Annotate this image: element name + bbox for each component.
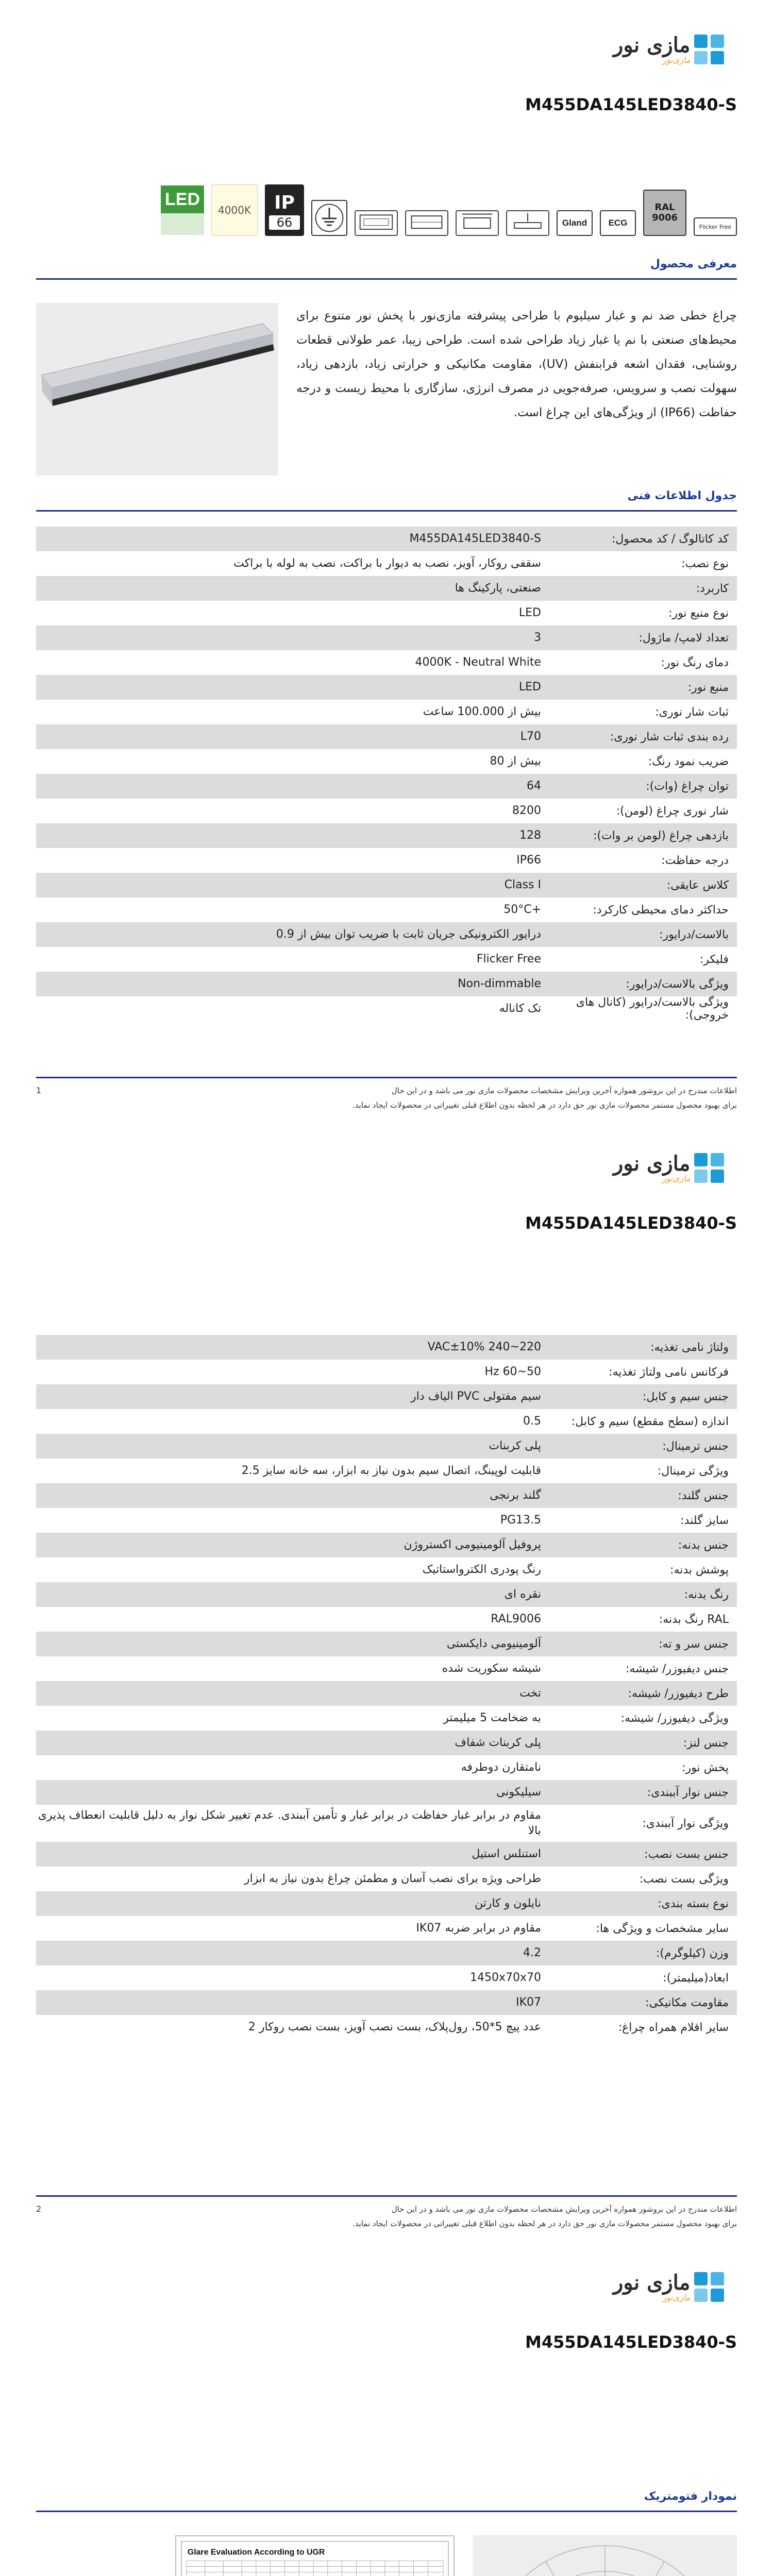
spec-row [36, 1965, 737, 1990]
ground-earth-icon [311, 200, 347, 236]
spec-value: Flicker Free [476, 953, 541, 965]
spec-row [36, 1990, 737, 2015]
spec-row [36, 947, 737, 972]
spec-value: تخت [519, 1687, 541, 1700]
spec-value: 8200 [512, 804, 541, 817]
spec-value: عدد پیچ 5*50، رول‌پلاک، بست نصب آویز، بست نصب روکار 2 [248, 2021, 541, 2033]
page-footer [36, 1077, 737, 1112]
footer-disclaimer-1: اطلاعات مندرج در این بروشور همواره آخرین ویرایش مشخصات محصولات مازی نور می باشد و در این حال [391, 1086, 737, 1095]
spec-value: Non-dimmable [458, 977, 541, 990]
spec-row [36, 1360, 737, 1384]
spec-label: پخش نور: [682, 1761, 729, 1774]
spec-label: وزن (کیلوگرم): [656, 1946, 729, 1960]
page-number: 2 [36, 2204, 42, 2214]
spec-value: +50°C [503, 903, 541, 916]
mounting-pendant-icon [506, 210, 549, 236]
spec-value: 220~240 VAC±10% [427, 1341, 541, 1353]
spec-row [36, 1409, 737, 1434]
spec-value: طراحی ویژه برای نصب آسان و مطمئن چراغ بدون نیاز به ابزار [244, 1872, 541, 1885]
brand-logo [613, 2267, 737, 2308]
spec-value: 4.2 [523, 1946, 541, 1959]
spec-row [36, 823, 737, 848]
spec-label: بالاست/درایور: [659, 928, 729, 941]
spec-label: RAL رنگ بدنه: [659, 1613, 729, 1626]
spec-label: پوشش بدنه: [670, 1563, 729, 1577]
spec-row [36, 873, 737, 897]
spec-value: IK07 [516, 1996, 541, 2009]
spec-label: ضریب نمود رنگ: [648, 755, 729, 768]
feature-badges [161, 184, 737, 236]
spec-row [36, 1805, 737, 1842]
spec-label: فلیکر: [699, 953, 729, 966]
spec-row [36, 1681, 737, 1706]
spec-label: فرکانس نامی ولتاژ تغذیه: [609, 1365, 729, 1379]
spec-row [36, 527, 737, 551]
spec-row [36, 996, 737, 1021]
spec-value: IP66 [516, 854, 541, 867]
spec-label: کد کاتالوگ / کد محصول: [611, 532, 729, 546]
spec-value: درایور الکترونیکی جریان ثابت با ضریب توان بیش از 0.9 [276, 928, 541, 941]
page-2 [0, 1118, 773, 2238]
spec-value: LED [518, 681, 541, 693]
spec-value: قابلیت لوپینگ، اتصال سیم بدون نیاز به ابزار، سه خانه سایز 2.5 [241, 1464, 541, 1477]
spec-label: جنس گلند: [678, 1489, 729, 1502]
spec-row [36, 675, 737, 700]
spec-row [36, 799, 737, 823]
spec-value: PG13.5 [500, 1514, 541, 1527]
spec-row [36, 2015, 737, 2040]
page-1 [0, 0, 773, 1118]
spec-label: ویژگی بالاست/درایور: [626, 977, 729, 991]
spec-value: شیشه سکوریت شده [442, 1662, 541, 1675]
spec-value: 50~60 Hz [484, 1365, 541, 1378]
spec-row [36, 1780, 737, 1805]
brand-name: مازی نور [613, 2270, 691, 2295]
brand-tagline: مازی‌نور [662, 56, 691, 65]
spec-value: Class I [504, 878, 541, 891]
spec-row [36, 774, 737, 799]
spec-value: گلند برنجی [490, 1489, 541, 1502]
spec-value: سیلیکونی [496, 1786, 541, 1799]
product-code: M455DA145LED3840-S [525, 2332, 737, 2352]
spec-table-divider [36, 510, 737, 512]
spec-value: پلی کربنات شفاف [455, 1736, 541, 1749]
spec-row [36, 1731, 737, 1755]
spec-row [36, 1891, 737, 1916]
spec-label: سایر اقلام همراه چراغ: [618, 2021, 729, 2034]
spec-table-heading: جدول اطلاعات فنی [627, 489, 737, 502]
spec-value: تک کاناله [499, 1002, 541, 1015]
spec-value: پلی کربنات [489, 1439, 541, 1452]
spec-value: بیش از 100.000 ساعت [423, 705, 541, 718]
spec-row [36, 1706, 737, 1731]
ip-rating-badge: IP 66 [265, 184, 304, 236]
spec-label: ولتاژ نامی تغذیه: [650, 1341, 729, 1354]
page-3 [0, 2238, 773, 2576]
spec-row [36, 1508, 737, 1533]
spec-label: ثبات شار نوری: [655, 705, 729, 719]
ugr-glare-table [175, 2535, 455, 2576]
mounting-surface-icon [355, 210, 398, 236]
product-code: M455DA145LED3840-S [525, 95, 737, 114]
gland-badge: Gland [557, 210, 593, 236]
ecg-badge: ECG [600, 210, 636, 236]
spec-label: دمای رنگ نور: [661, 656, 729, 669]
mounting-ceiling-icon [405, 210, 448, 236]
spec-label: ویژگی ترمینال: [657, 1464, 729, 1478]
spec-value: بیش از 80 [490, 755, 541, 768]
spec-label: رده بندی ثبات شار نوری: [610, 730, 729, 743]
spec-label: کاربرد: [696, 582, 729, 595]
spec-label: نوع نصب: [681, 557, 729, 570]
spec-value: نقره ای [504, 1588, 541, 1601]
spec-label: جنس دیفیوزر/ شیشه: [626, 1662, 729, 1675]
logo-mark-icon [694, 1153, 725, 1184]
spec-row [36, 1656, 737, 1681]
spec-label: ویژگی بست نصب: [639, 1872, 729, 1886]
spec-row [36, 1434, 737, 1459]
spec-value: مقاوم در برابر غبار حفاظت در برابر غبار و تأمین آببندی. عدم تغییر شکل نوار به دلیل قابلیت انعطاف پذیری بالا [38, 1809, 541, 1837]
spec-label: نوع بسته بندی: [658, 1897, 729, 1910]
spec-row [36, 551, 737, 576]
spec-table-2 [36, 1335, 737, 2040]
spec-row [36, 1867, 737, 1891]
spec-table-1 [36, 527, 737, 1021]
spec-label: جنس ترمینال: [662, 1439, 729, 1453]
spec-row [36, 922, 737, 947]
spec-value: نامتقارن دوطرفه [461, 1761, 541, 1774]
spec-value: RAL9006 [491, 1613, 541, 1625]
spec-label: اندازه (سطح مقطع) سیم و کابل: [571, 1415, 729, 1428]
spec-label: طرح دیفیوزر/ شیشه: [628, 1687, 729, 1700]
brand-name: مازی نور [613, 1151, 691, 1176]
spec-value: سیم مفتولی PVC الیاف دار [411, 1390, 541, 1403]
spec-label: حداکثر دمای محیطی کارکرد: [593, 903, 729, 917]
footer-disclaimer-1: اطلاعات مندرج در این بروشور همواره آخرین ویرایش مشخصات محصولات مازی نور می باشد و در این حال [391, 2205, 737, 2214]
spec-value: نایلون و کارتن [474, 1897, 541, 1910]
spec-value: سقفی روکار، آویز، نصب به دیوار با براکت، نصب به لوله با براکت [233, 557, 541, 570]
spec-row [36, 1842, 737, 1867]
spec-value: پروفیل آلومینیومی اکستروژن [404, 1538, 541, 1551]
polar-light-distribution [473, 2535, 737, 2576]
spec-label: درجه حفاظت: [661, 854, 729, 867]
spec-row [36, 1335, 737, 1360]
spec-row [36, 1582, 737, 1607]
spec-label: منبع نور: [687, 681, 729, 694]
spec-row [36, 1533, 737, 1557]
spec-value: آلومینیومی دایکستی [446, 1637, 541, 1650]
spec-label: رنگ بدنه: [684, 1588, 729, 1601]
spec-value: 128 [519, 829, 541, 842]
brand-logo [613, 1148, 737, 1189]
spec-row [36, 1755, 737, 1780]
ugr-title: Glare Evaluation According to UGR [187, 2548, 325, 2557]
spec-label: ویژگی نوار آببندی: [642, 1817, 729, 1830]
brand-name: مازی نور [613, 33, 691, 57]
spec-row [36, 897, 737, 922]
spec-row [36, 1916, 737, 1941]
mounting-wall-icon [456, 210, 499, 236]
brand-logo [613, 30, 737, 70]
spec-row [36, 1384, 737, 1409]
spec-label: جنس سر و ته: [659, 1637, 729, 1651]
spec-value: به ضخامت 5 میلیمتر [443, 1711, 541, 1724]
spec-row [36, 1632, 737, 1656]
spec-label: سایر مشخصات و ویژگی ها: [596, 1922, 729, 1935]
spec-value: 64 [527, 779, 541, 792]
color-temperature-badge: 4000K [211, 184, 258, 236]
flicker-free-badge: Flicker Free [694, 217, 737, 236]
spec-label: جنس نوار آببندی: [647, 1786, 729, 1799]
product-photo [36, 303, 278, 476]
spec-row [36, 1483, 737, 1508]
spec-value: مقاوم در برابر ضربه IK07 [416, 1922, 541, 1935]
intro-paragraph: چراغ خطی ضد نم و غبار سیلیوم با طراحی پیشرفته مازی‌نور با پخش نور متنوع برای محیط‌های صنعتی با نم یا غبار زیاد طراحی شده است. طراحی زیبا، عمر طولانی قطعات روشنایی، فقدان اشعه فرابنفش (UV)، مقاومت مکانیکی و حرارتی زیاد، بازدهی زیاد، سهولت نصب و سرویس، صرفه‌جویی در مصرف انرژی، سازگاری با محیط زیست و درجه حفاظت (IP66) از ویژگی‌های این چراغ است. [296, 309, 737, 419]
spec-row [36, 972, 737, 996]
spec-value: LED [518, 606, 541, 619]
photometric-divider [36, 2511, 737, 2512]
intro-heading: معرفی محصول [650, 258, 737, 270]
spec-value: استنلس استیل [472, 1848, 541, 1860]
brand-tagline: مازی‌نور [662, 1175, 691, 1183]
spec-label: سایز گلند: [680, 1514, 729, 1527]
product-code: M455DA145LED3840-S [525, 1213, 737, 1233]
spec-label: ابعاد(میلیمتر): [663, 1971, 729, 1985]
spec-label: جنس بدنه: [678, 1538, 729, 1552]
spec-label: نوع منبع نور: [668, 606, 729, 620]
ral-badge: RAL 9006 [643, 190, 686, 236]
spec-row [36, 700, 737, 724]
footer-disclaimer-2: برای بهبود محصول مستمر محصولات مازی نور حق دارد در هر لحظه بدون اطلاع قبلی تغییراتی در محصولات ایجاد نماید. [352, 2219, 737, 2228]
spec-row [36, 1459, 737, 1483]
footer-disclaimer-2: برای بهبود محصول مستمر محصولات مازی نور حق دارد در هر لحظه بدون اطلاع قبلی تغییراتی در محصولات ایجاد نماید. [352, 1100, 737, 1110]
spec-value: صنعتی، پارکینگ ها [455, 582, 541, 595]
logo-mark-icon [694, 35, 725, 65]
brand-tagline: مازی‌نور [662, 2294, 691, 2302]
spec-value: 0.5 [523, 1415, 541, 1428]
spec-label: جنس لنز: [683, 1736, 729, 1750]
spec-label: ویژگی دیفیوزر/ شیشه: [620, 1711, 729, 1725]
spec-row [36, 848, 737, 873]
spec-label: توان چراغ (وات): [646, 779, 729, 793]
spec-label: ویژگی بالاست/درایور (کانال های خروجی): [576, 996, 729, 1022]
spec-row [36, 1557, 737, 1582]
spec-label: مقاومت مکانیکی: [645, 1996, 729, 2009]
page-footer [36, 2195, 737, 2231]
spec-label: جنس سیم و کابل: [643, 1390, 729, 1403]
page-number: 1 [36, 1086, 42, 1095]
photometric-heading: نمودار فتومتریک [644, 2490, 737, 2503]
spec-row [36, 749, 737, 774]
spec-label: کلاس عایقی: [666, 878, 729, 892]
spec-value: رنگ پودری الکترواستاتیک [422, 1563, 541, 1576]
spec-row [36, 1607, 737, 1632]
spec-label: جنس بست نصب: [644, 1848, 729, 1861]
spec-label: تعداد لامپ/ ماژول: [638, 631, 729, 645]
spec-row [36, 650, 737, 675]
spec-value: M455DA145LED3840-S [409, 532, 541, 545]
spec-value: 3 [534, 631, 541, 644]
led-badge: LED [161, 184, 204, 236]
logo-mark-icon [694, 2272, 725, 2303]
spec-row [36, 1941, 737, 1965]
spec-row [36, 576, 737, 601]
spec-label: بازدهی چراغ (لومن بر وات): [593, 829, 729, 842]
spec-row [36, 724, 737, 749]
spec-row [36, 625, 737, 650]
spec-value: 1450x70x70 [469, 1971, 541, 1984]
spec-value: 4000K - Neutral White [415, 656, 541, 669]
spec-label: شار نوری چراغ (لومن): [616, 804, 729, 818]
spec-row [36, 601, 737, 625]
spec-value: L70 [520, 730, 541, 743]
intro-divider [36, 278, 737, 280]
